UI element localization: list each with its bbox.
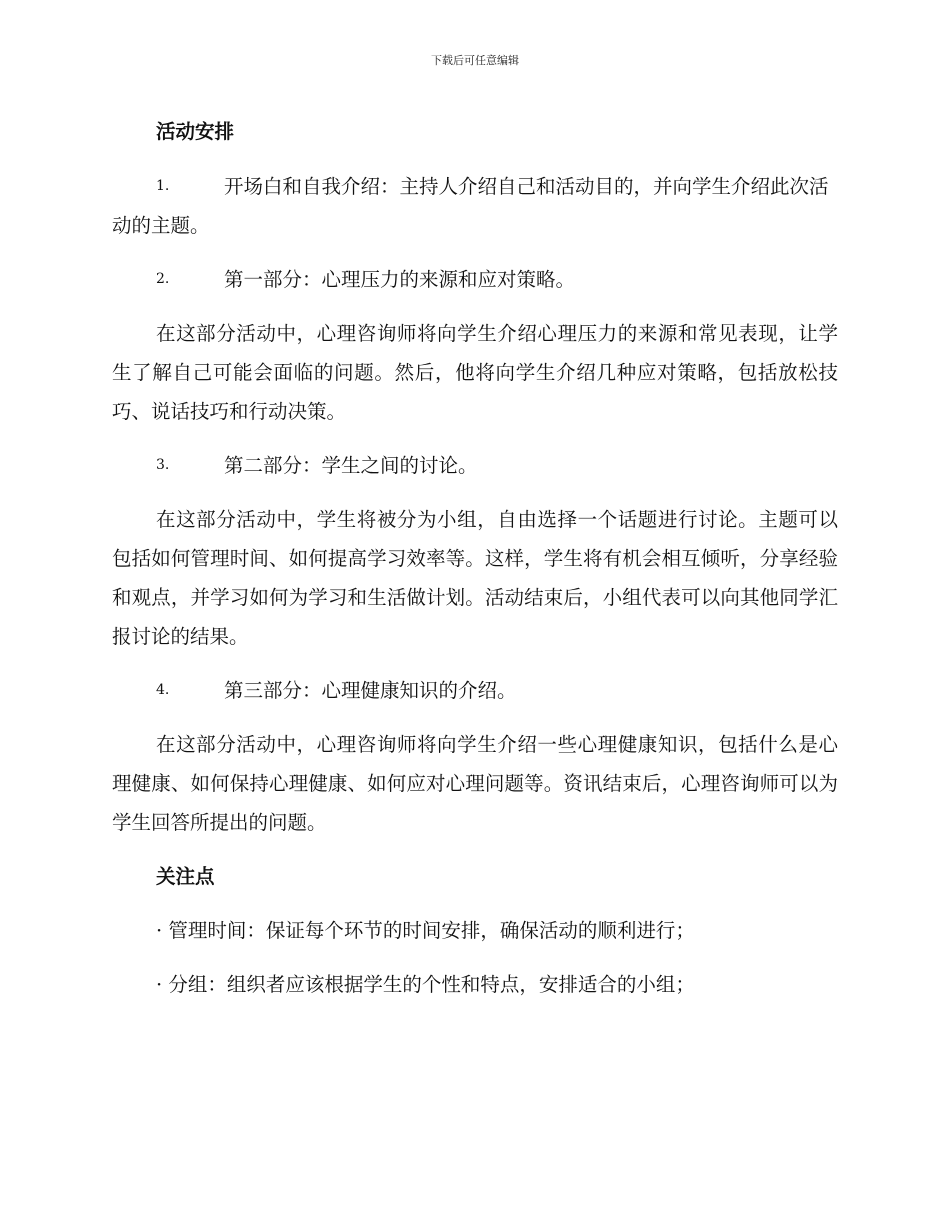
item-text: 开场白和自我介绍：主持人介绍自己和活动目的，并向学生介绍此次活动的主题。 bbox=[112, 175, 829, 237]
numbered-item-3 bbox=[112, 446, 838, 485]
paragraph-pressure: 在这部分活动中，心理咨询师将向学生介绍心理压力的来源和常见表现，让学生了解自己可能会面临的问题。然后，他将向学生介绍几种应对策略，包括放松技巧、说话技巧和行动决策。 bbox=[112, 322, 838, 423]
item-number: 1. bbox=[156, 178, 170, 194]
item-text: 第一部分：心理压力的来源和应对策略。 bbox=[224, 268, 576, 291]
paragraph-health-knowledge: 在这部分活动中，心理咨询师将向学生介绍一些心理健康知识，包括什么是心理健康、如何保持心理健康、如何应对心理问题等。资讯结束后，心理咨询师可以为学生回答所提出的问题。 bbox=[112, 733, 838, 834]
item-number: 2. bbox=[156, 271, 170, 287]
bullet-item-grouping: · 分组：组织者应该根据学生的个性和特点，安排适合的小组； bbox=[156, 973, 695, 996]
item-text: 第三部分：心理健康知识的介绍。 bbox=[224, 679, 517, 702]
item-number: 4. bbox=[156, 682, 170, 698]
document-body bbox=[112, 112, 838, 1004]
item-number: 3. bbox=[156, 457, 170, 473]
section-title-activity: 活动安排 bbox=[156, 120, 235, 143]
page-header: 下载后可任意编辑 bbox=[431, 54, 519, 67]
numbered-item-4 bbox=[112, 671, 838, 710]
bullet-item-time: · 管理时间：保证每个环节的时间安排，确保活动的顺利进行； bbox=[156, 919, 695, 942]
numbered-item-1 bbox=[112, 167, 838, 245]
section-title-focus: 关注点 bbox=[156, 865, 215, 888]
numbered-item-2 bbox=[112, 260, 838, 299]
paragraph-discussion: 在这部分活动中，学生将被分为小组，自由选择一个话题进行讨论。主题可以包括如何管理时间、如何提高学习效率等。这样，学生将有机会相互倾听，分享经验和观点，并学习如何为学习和生活做计划。活动结束后，小组代表可以向其他同学汇报讨论的结果。 bbox=[112, 508, 838, 648]
item-text: 第二部分：学生之间的讨论。 bbox=[224, 454, 478, 477]
